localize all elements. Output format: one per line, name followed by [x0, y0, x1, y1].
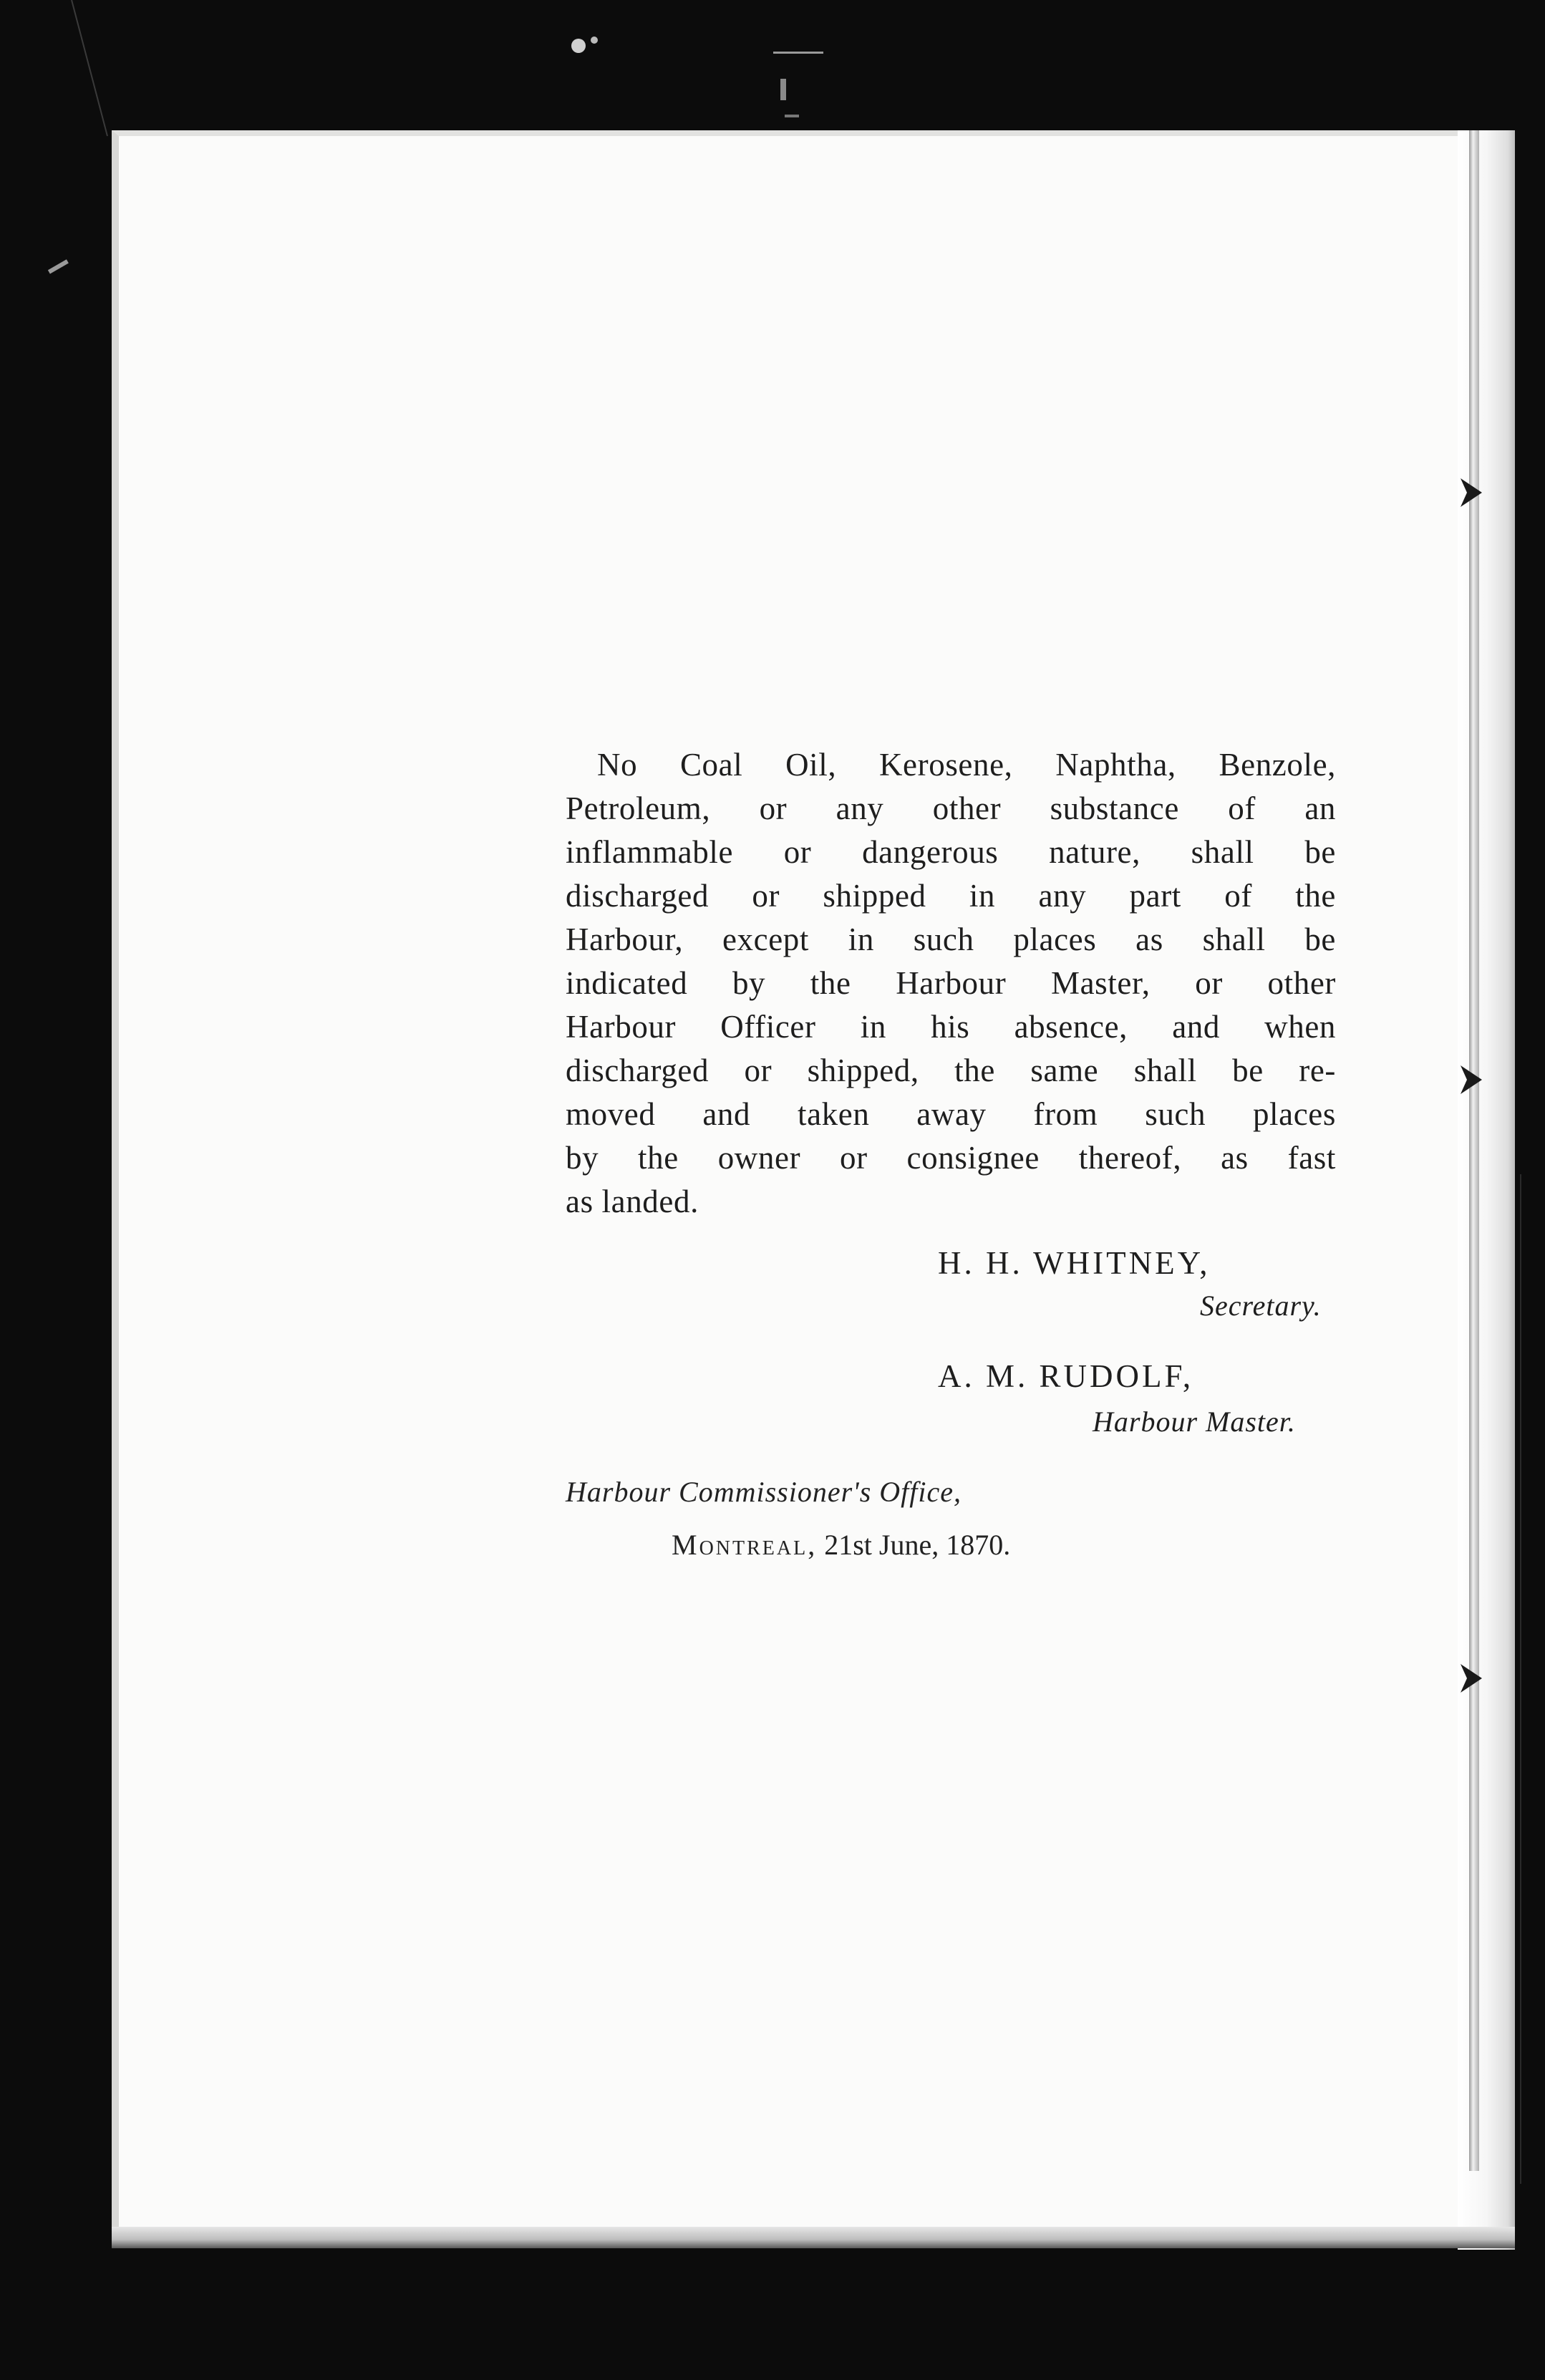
paragraph-line: discharged or shipped, the same shall be re- [566, 1053, 1336, 1088]
regulation-paragraph [566, 743, 1336, 1224]
binding-spine [1469, 130, 1479, 2171]
office-place: Montreal, [672, 1529, 818, 1561]
signatory-title-secretary: Secretary. [1200, 1290, 1322, 1322]
signatory-name-rudolf: A. M. RUDOLF, [938, 1358, 1194, 1394]
signatory-title-harbour-master: Harbour Master. [1093, 1406, 1296, 1438]
paragraph-line: indicated by the Harbour Master, or other [566, 965, 1336, 1001]
paragraph-line: No Coal Oil, Kerosene, Naphtha, Benzole, [597, 747, 1336, 783]
office-date: 21st June, 1870. [824, 1529, 1011, 1561]
paragraph-line: Harbour, except in such places as shall be [566, 921, 1336, 957]
office-place-date [672, 1528, 1010, 1562]
page-edge-right [1458, 130, 1515, 2250]
paragraph-line: discharged or shipped in any part of the [566, 878, 1336, 914]
signatory-name-whitney: H. H. WHITNEY, [938, 1245, 1211, 1281]
paragraph-line: Petroleum, or any other substance of an [566, 790, 1336, 826]
page-edge-bottom [112, 2227, 1515, 2248]
paragraph-line: moved and taken away from such places [566, 1096, 1336, 1132]
office-name: Harbour Commissioner's Office, [566, 1476, 962, 1508]
paragraph-line: inflammable or dangerous nature, shall be [566, 834, 1336, 870]
paragraph-line: as landed. [566, 1184, 699, 1219]
paragraph-line: by the owner or consignee thereof, as fast [566, 1140, 1336, 1176]
paragraph-line: Harbour Officer in his absence, and when [566, 1009, 1336, 1045]
